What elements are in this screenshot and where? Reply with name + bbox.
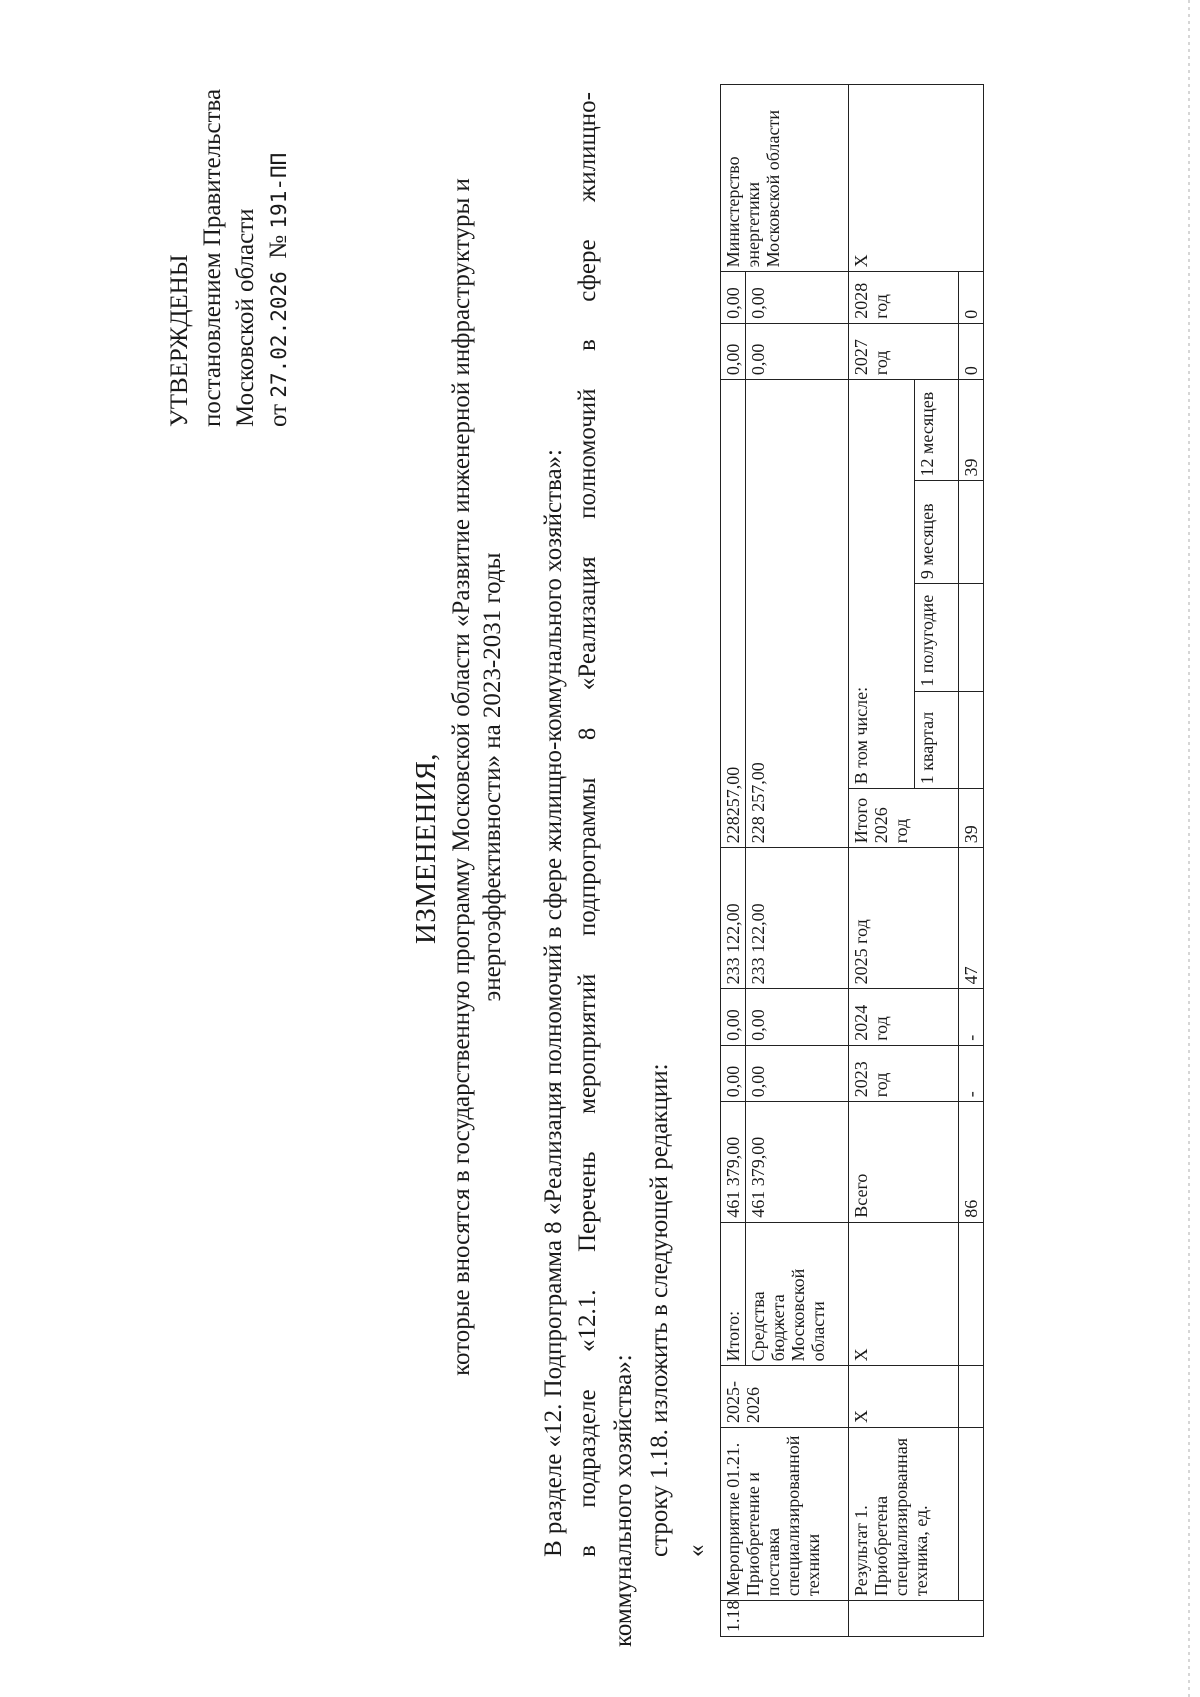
table-row [959,85,984,1637]
total-2023: 0,00 [721,1045,746,1101]
value-9-months [959,481,984,584]
source-2028: 0,00 [746,272,849,323]
empty-cell [959,1366,984,1428]
total-2027: 0,00 [721,323,746,379]
approval-date: 27.02.2026 [267,271,291,398]
subtitle-line-1: которые вносятся в государственную программу Московской области «Развитие инженерной инфраструктуры и [448,178,475,1376]
total-2025: 233 122,00 [721,848,746,989]
empty-cell [849,1601,984,1637]
source-2023: 0,00 [746,1045,849,1101]
source-2025: 233 122,00 [746,848,849,989]
source-2027: 0,00 [746,323,849,379]
approval-stamp [163,89,296,427]
header-half-year: 1 полугодие [915,584,959,692]
value-2024: - [959,989,984,1045]
source-2024: 0,00 [746,989,849,1045]
source-sum: 461 379,00 [746,1102,849,1223]
header-2027: 2027 год [849,323,959,379]
paragraph-subsection: в подразделе «12.1. Перечень мероприятий подпрограммы 8 «Реализация полномочий в сфере жилищно- [574,92,601,1557]
total-2028: 0,00 [721,272,746,323]
event-name: Мероприятие 01.21. Приобретение и поставка специализированной техники [721,1427,849,1600]
header-2023: 2023 год [849,1045,959,1101]
approval-date-line [262,89,296,427]
event-period: 2025-2026 [721,1366,849,1428]
total-label: Итого: [721,1222,746,1366]
header-including: В том числе: [849,380,915,789]
approval-line-government: постановлением Правительства [199,88,226,427]
result-period-x: X [849,1366,959,1428]
value-q1 [959,691,984,788]
result-executor-x: X [849,85,984,272]
result-label: Результат 1. Приобретена специализированная техника, ед. [849,1427,959,1600]
result-source-x: X [849,1222,959,1366]
source-2026: 228 257,00 [746,380,849,848]
empty-cell [959,1222,984,1366]
header-2024: 2024 год [849,989,959,1045]
empty-cell [959,1427,984,1600]
table-row [849,85,915,1637]
document-subtitle [446,87,508,1467]
executor: Министерство энергетики Московской области [721,85,849,272]
paragraph-instruction: строку 1.18. изложить в следующей редакции: [646,1063,673,1557]
source-label: Средства бюджета Московской области [746,1222,849,1366]
total-2026: 228257,00 [721,380,746,848]
subtitle-line-2: энергоэффективности» на 2023-2031 годы [479,552,506,1002]
value-2025: 47 [959,848,984,989]
value-2027: 0 [959,323,984,379]
value-2028: 0 [959,272,984,323]
header-2025: 2025 год [849,848,959,989]
header-q1: 1 квартал [915,691,959,788]
scan-artifact-line [1188,0,1190,1697]
value-2026: 39 [959,789,984,848]
date-prefix: от [265,403,292,427]
table-row [721,85,746,1637]
approval-line-region: Московской области [232,208,259,427]
value-total: 86 [959,1102,984,1223]
value-12-months: 39 [959,380,984,481]
header-2028: 2028 год [849,272,959,323]
header-2026-total: Итого 2026 год [849,789,959,848]
header-9-months: 9 месяцев [915,481,959,584]
approval-title: УТВЕРЖДЕНЫ [166,254,193,427]
row-number: 1.18 [721,1601,849,1637]
paragraph-subsection-cont: коммунального хозяйства»: [610,1354,637,1647]
paragraph-section: В разделе «12. Подпрограмма 8 «Реализация полномочий в сфере жилищно-коммунального хозяйства»: [540,448,567,1557]
program-table [720,84,984,1637]
header-12-months: 12 месяцев [915,380,959,481]
header-total: Всего [849,1102,959,1223]
document-title: ИЗМЕНЕНИЯ, [410,752,442,945]
total-sum: 461 379,00 [721,1102,746,1223]
total-2024: 0,00 [721,989,746,1045]
approval-number: 191-ПП [267,152,291,229]
value-2023: - [959,1045,984,1101]
number-prefix: № [265,234,292,259]
opening-quote: « [683,1544,710,1557]
value-half-year [959,584,984,692]
